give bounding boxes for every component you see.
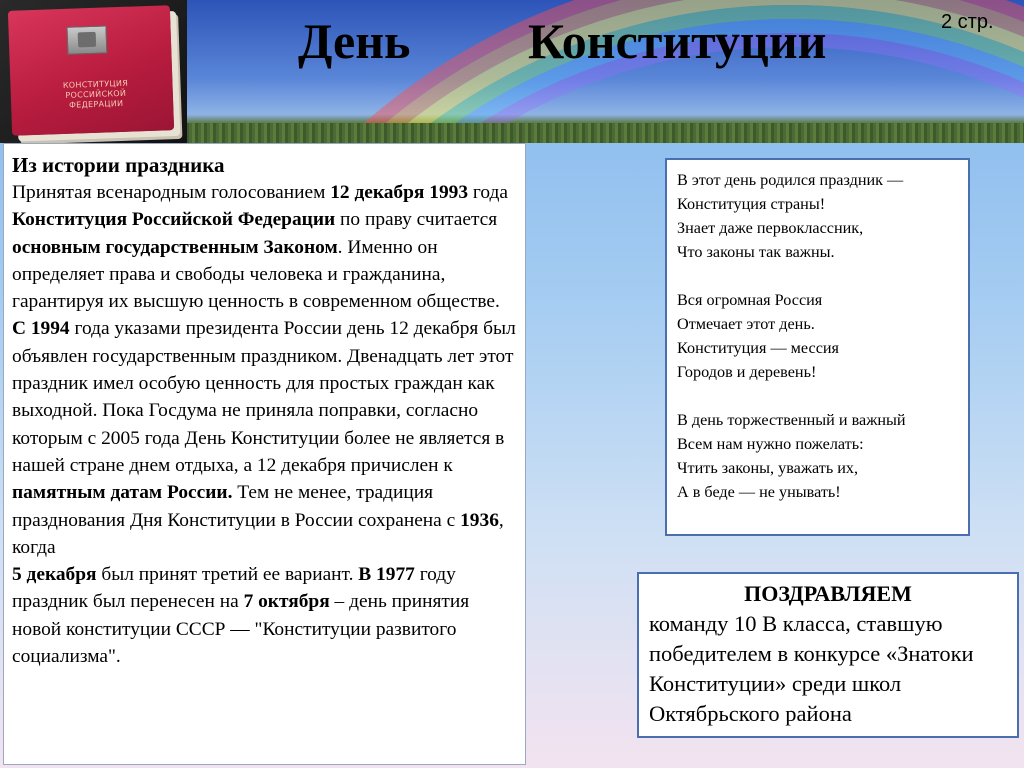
text-run: Тем не менее, традиция празднования Дня Конституции в России сохранена с xyxy=(12,482,461,531)
page-title-left: День xyxy=(298,13,411,69)
article-paragraph-1 xyxy=(12,179,517,315)
book-cover xyxy=(8,5,174,136)
poem-line: В день торжественный и важный xyxy=(677,411,906,429)
poem-line: Чтить законы, уважать их, xyxy=(677,459,859,477)
book-cover-line-2: РОССИЙСКОЙ ФЕДЕРАЦИИ xyxy=(65,88,127,110)
poem-line: Городов и деревень! xyxy=(677,363,817,381)
bold-run: 1936 xyxy=(460,509,499,531)
poem-line: Что законы так важны. xyxy=(677,243,835,261)
text-run: года xyxy=(468,182,508,203)
article-paragraph-2 xyxy=(12,315,517,561)
bold-run: Конституция Российской Федерации xyxy=(12,209,336,231)
poem-line: Вся огромная Россия xyxy=(677,291,823,309)
poem-line: Конституция — мессия xyxy=(677,339,839,357)
constitution-book-image xyxy=(0,0,187,143)
poem-box xyxy=(665,158,970,536)
poem-stanza-3 xyxy=(677,408,958,504)
article-heading: Из истории праздника xyxy=(12,153,225,177)
text-run: – день принятия новой конституции СССР — "Конституции развитого социализма". xyxy=(12,591,470,668)
bold-run: С 1994 xyxy=(12,318,70,340)
congratulations-title: ПОЗДРАВЛЯЕМ xyxy=(744,581,912,606)
book-cover-text xyxy=(40,78,151,112)
poem-line: Конституция страны! xyxy=(677,195,826,213)
book-emblem-plate xyxy=(66,25,107,54)
text-run: по праву считается xyxy=(335,209,498,231)
poem-line: Знает даже первоклассник, xyxy=(677,219,864,237)
congratulations-text: команду 10 В класса, ставшую победителем в конкурсе «Знатоки Конституции» среди школ Октябрьского района xyxy=(649,611,974,726)
congratulations-box xyxy=(637,572,1019,738)
text-run: , когда xyxy=(12,509,504,558)
text-run: . Именно он определяет права и свободы человека и гражданина, гарантируя их высшую ценность в современном обществе. xyxy=(12,236,500,313)
bold-run: В 1977 xyxy=(358,564,415,586)
poem-line: Всем нам нужно пожелать: xyxy=(677,435,864,453)
bold-run: 5 декабря xyxy=(12,564,97,586)
book-cover-line-1: КОНСТИТУЦИЯ xyxy=(62,78,129,90)
poem-line: Отмечает этот день. xyxy=(677,315,815,333)
page-title-right: Конституции xyxy=(528,13,827,69)
article-paragraph-3 xyxy=(12,561,517,670)
poem-stanza-1 xyxy=(677,168,958,264)
poem-stanza-2 xyxy=(677,288,958,384)
eagle-emblem-icon xyxy=(78,32,97,48)
bold-run: 12 декабря 1993 xyxy=(330,182,469,203)
bold-run: 7 октября xyxy=(243,591,330,613)
text-run: Принятая всенародным голосованием xyxy=(12,182,331,203)
text-run: года указами президента России день 12 декабря был объявлен государственным праздником. Двенадцать лет этот праздник имел особую ценность для простых граждан как выходной. Пока Госдума не приняла поправки, согласно которым с 2005 года День Конституции более не является в нашей стране днем отдыха, а 12 декабря причислен к xyxy=(12,318,516,476)
poem-line: А в беде — не унывать! xyxy=(677,483,841,501)
bold-run: основным государственным Законом xyxy=(12,236,338,258)
bold-run: памятным датам России. xyxy=(12,482,233,504)
text-run: был принят третий ее вариант. xyxy=(96,564,359,586)
page-number: 2 стр. xyxy=(941,11,994,33)
poem-line: В этот день родился праздник — xyxy=(677,171,904,189)
history-article xyxy=(3,143,526,765)
text-run: году праздник был перенесен на xyxy=(12,564,456,613)
